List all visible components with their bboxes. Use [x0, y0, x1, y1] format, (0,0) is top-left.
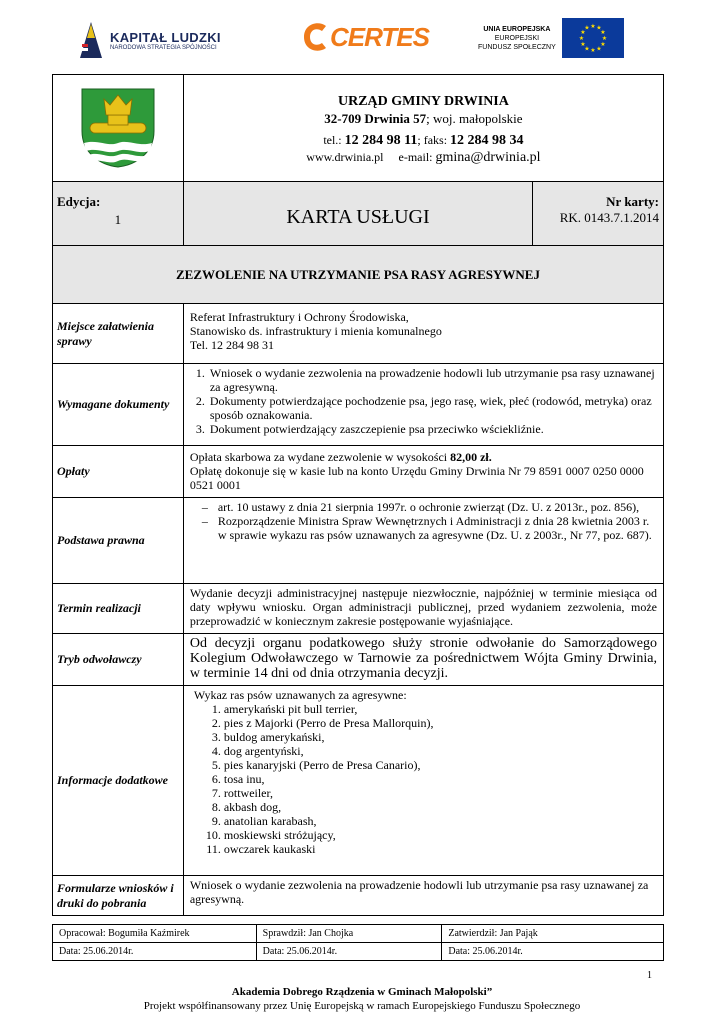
office-address-rest: ; woj. małopolskie	[426, 110, 523, 126]
fax-label: ; faks:	[417, 132, 451, 147]
kapital-ludzki-icon	[78, 20, 104, 60]
certes-title: CERTES	[330, 21, 429, 52]
service-card-table	[52, 74, 664, 916]
dokumenty-label: Wymagane dokumenty	[53, 364, 184, 446]
miejsce-line1: Referat Infrastruktury i Ochrony Środowiska,	[189, 310, 409, 324]
tel-label: tel.:	[323, 132, 345, 147]
informacje-intro: Wykaz ras psów uznawanych za agresywne:	[193, 688, 407, 702]
crest-cell	[53, 75, 184, 182]
list-item: 7. rottweiler,	[224, 786, 657, 800]
svg-text:★: ★	[601, 35, 607, 42]
formularze-label: Formularze wniosków i druki do pobrania	[53, 876, 184, 916]
list-item: 5. pies kanaryjski (Perro de Presa Canario),	[224, 758, 657, 772]
office-fax: 12 284 98 34	[450, 132, 524, 148]
oplaty-label: Opłaty	[53, 446, 184, 498]
card-number-label: Nr karty:	[606, 194, 659, 209]
list-item: 10. moskiewski stróżujący,	[224, 828, 657, 842]
oplaty-line1	[190, 450, 657, 464]
kapital-ludzki-title: KAPITAŁ LUDZKI	[110, 29, 221, 45]
dokumenty-content	[183, 364, 663, 446]
approval-table	[52, 924, 664, 961]
svg-text:★: ★	[596, 24, 602, 32]
list-item: 2. Dokumenty potwierdzające pochodzenie psa, jego rasę, wiek, płeć (rodowód, metryka) oraz sposób oznakowania.	[208, 394, 657, 422]
office-phones	[184, 132, 663, 149]
edition-value: 1	[114, 212, 122, 227]
breeds-list	[194, 702, 657, 856]
kapital-ludzki-subtitle: NARODOWA STRATEGIA SPÓJNOŚCI	[110, 44, 217, 51]
svg-text:★: ★	[580, 41, 586, 48]
oplaty-amount: 82,00 zł.	[450, 450, 492, 464]
formularze-content: Wniosek o wydanie zezwolenia na prowadzenie hodowli lub utrzymanie psa rasy uznawanej za agresywną.	[183, 876, 663, 916]
svg-text:★: ★	[596, 45, 602, 53]
svg-text:★: ★	[590, 23, 596, 30]
svg-text:★: ★	[600, 41, 606, 48]
email-label: e-mail:	[398, 149, 436, 164]
svg-text:★: ★	[580, 29, 586, 36]
miejsce-content	[183, 304, 663, 364]
svg-text:★: ★	[584, 45, 590, 53]
project-funding: Projekt współfinansowany przez Unię Europejską w ramach Europejskiego Funduszu Społecznego	[143, 1000, 581, 1012]
office-address-bold: 32-709 Drwinia 57	[324, 110, 427, 126]
kapital-ludzki-logo	[78, 20, 221, 60]
logo-bar	[0, 0, 724, 72]
svg-text:★: ★	[600, 29, 606, 36]
informacje-content	[183, 686, 663, 876]
miejsce-label: Miejsce załatwienia sprawy	[53, 304, 184, 364]
termin-content: Wydanie decyzji administracyjnej następuje niezwłocznie, najpóźniej w terminie miesiąca od daty wpływu wniosku. Organ administracji publicznej, przed wydaniem zezwolenia, może przeprowadzić w koniecznym zakresie postępowanie wyjaśniające.	[183, 584, 663, 634]
drwinia-crest-icon	[78, 85, 158, 169]
card-number-cell	[533, 182, 664, 246]
list-item: 9. anatolian karabash,	[224, 814, 657, 828]
svg-text:★: ★	[590, 47, 596, 54]
checked-date: Data: 25.06.2014r.	[256, 943, 442, 961]
subject-title: ZEZWOLENIE NA UTRZYMANIE PSA RASY AGRESYWNEJ	[53, 246, 664, 304]
page-number: 1	[647, 970, 652, 981]
checked-by: Sprawdził: Jan Chojka	[256, 925, 442, 943]
list-item: 6. tosa inu,	[224, 772, 657, 786]
list-item: 4. dog argentyński,	[224, 744, 657, 758]
office-email[interactable]: gmina@drwinia.pl	[435, 149, 541, 165]
podstawa-content	[183, 498, 663, 584]
list-item: 3. buldog amerykański,	[224, 730, 657, 744]
eu-flag-icon	[562, 18, 624, 58]
office-name: URZĄD GMINY DRWINIA	[337, 93, 509, 109]
svg-text:★: ★	[584, 24, 590, 32]
tryb-content: Od decyzji organu podatkowego służy stronie odwołanie do Samorządowego Kolegium Odwoławczego w Tarnowie za pośrednictwem Wójta Gminy Drwinia, w terminie 14 dni od dnia otrzymania decyzji.	[183, 634, 663, 686]
office-address	[184, 110, 663, 127]
dokumenty-list	[190, 366, 657, 436]
list-item: 3. Dokument potwierdzający zaszczepienie psa przeciwko wściekliźnie.	[208, 422, 657, 436]
office-www[interactable]: www.drwinia.pl	[306, 149, 384, 164]
oplaty-line2: Opłatę dokonuje się w kasie lub na konto Urzędu Gminy Drwinia Nr 79 8591 0007 0250 0000 0521 0001	[189, 464, 644, 492]
podstawa-label: Podstawa prawna	[53, 498, 184, 584]
tryb-label: Tryb odwoławczy	[53, 634, 184, 686]
eu-logo	[478, 18, 624, 58]
termin-label: Termin realizacji	[53, 584, 184, 634]
office-web	[184, 149, 663, 166]
informacje-label: Informacje dodatkowe	[53, 686, 184, 876]
eu-line1: UNIA EUROPEJSKA	[483, 25, 551, 33]
project-title: Akademia Dobrego Rządzenia w Gminach Małopolski”	[231, 986, 493, 998]
oplaty-content	[183, 446, 663, 498]
certes-c-icon	[300, 20, 330, 54]
list-item: 8. akbash dog,	[224, 800, 657, 814]
certes-logo	[300, 20, 429, 54]
list-item: 1. amerykański pit bull terrier,	[224, 702, 657, 716]
prepared-by: Opracował: Bogumiła Kaźmirek	[53, 925, 257, 943]
eu-line3: FUNDUSZ SPOŁECZNY	[478, 43, 556, 51]
podstawa-item-text: Rozporządzenie Ministra Spraw Wewnętrznych i Administracji z dnia 28 kwietnia 2003 r. w sprawie wykazu ras psów uznawanych za agresywne (Dz. U. z 2003r., Nr 77, poz. 687).	[217, 514, 652, 542]
list-item: 1. Wniosek o wydanie zezwolenia na prowadzenie hodowli lub utrzymanie psa rasy uznawanej za agresywną.	[208, 366, 657, 394]
approved-by: Zatwierdził: Jan Pająk	[442, 925, 664, 943]
card-number: RK. 0143.7.1.2014	[559, 210, 659, 225]
edition-cell	[53, 182, 184, 246]
office-header	[183, 75, 663, 182]
list-item: 2. pies z Majorki (Perro de Presa Mallorquin),	[224, 716, 657, 730]
eu-line2: EUROPEJSKI	[494, 34, 540, 42]
prepared-date: Data: 25.06.2014r.	[53, 943, 257, 961]
oplaty-line1-text: Opłata skarbowa za wydane zezwolenie w wysokości	[189, 450, 451, 464]
card-title: KARTA USŁUGI	[183, 182, 532, 246]
miejsce-line3: Tel. 12 284 98 31	[189, 338, 275, 352]
approved-date: Data: 25.06.2014r.	[442, 943, 664, 961]
podstawa-item: – Rozporządzenie Ministra Spraw Wewnętrznych i Administracji z dnia 28 kwietnia 2003 r. w sprawie wykazu ras psów uznawanych za agresywne (Dz. U. z 2003r., Nr 77, poz. 687).	[190, 514, 657, 542]
list-item: 11. owczarek kaukaski	[224, 842, 657, 856]
podstawa-item-text: art. 10 ustawy z dnia 21 sierpnia 1997r. o ochronie zwierząt (Dz. U. z 2013r., poz. 856),	[217, 500, 640, 514]
miejsce-line2: Stanowisko ds. infrastruktury i mienia komunalnego	[189, 324, 442, 338]
podstawa-item: – art. 10 ustawy z dnia 21 sierpnia 1997r. o ochronie zwierząt (Dz. U. z 2013r., poz. 856),	[201, 500, 640, 514]
svg-text:★: ★	[578, 35, 584, 42]
office-tel: 12 284 98 11	[344, 132, 418, 148]
edition-label: Edycja:	[57, 194, 101, 209]
